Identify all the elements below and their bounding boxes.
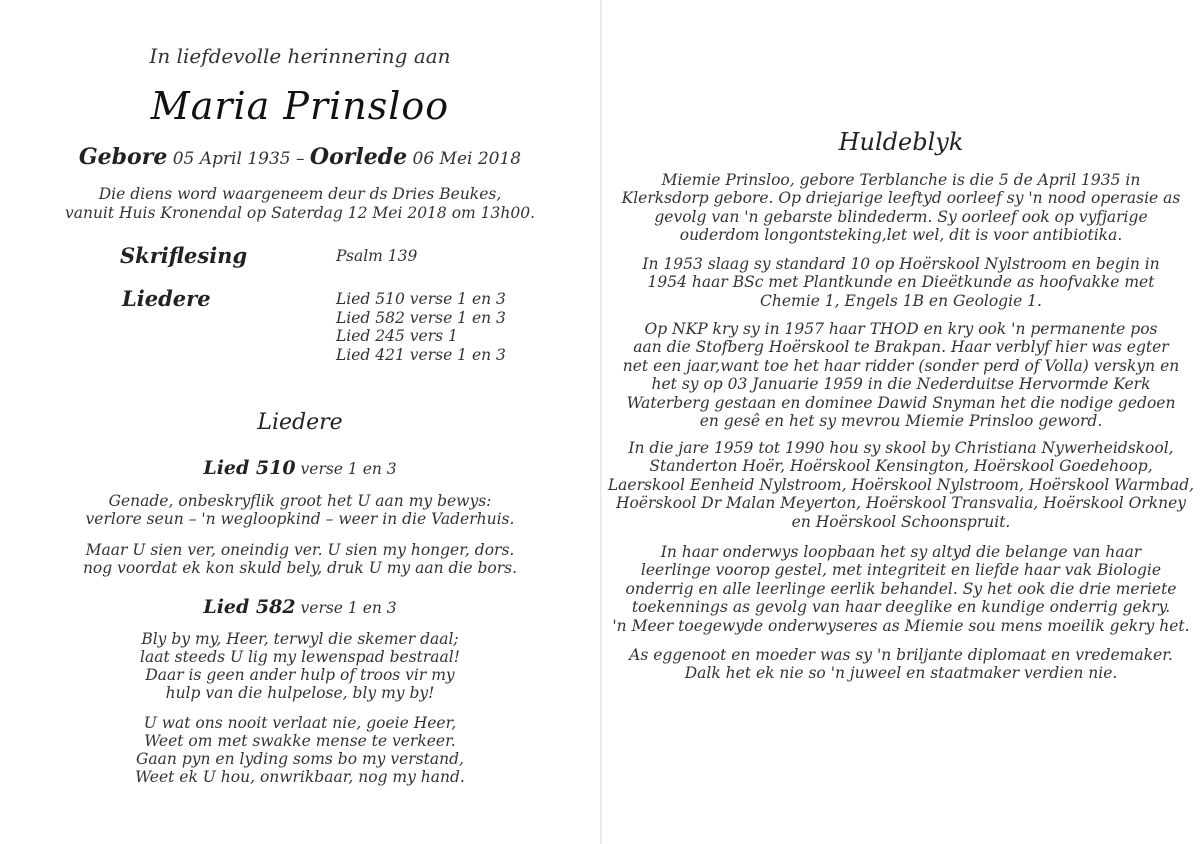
song-stanza [0, 630, 600, 702]
stanza-line: Daar is geen ander hulp of troos vir my [145, 666, 455, 684]
born-label: Gebore [78, 144, 168, 170]
paragraph-line: toekennings as gevolg van haar deeglike en kundige onderrig gekry. [631, 598, 1171, 617]
paragraph-line: onderrig en alle leerlinge eerlik behandel. Sy het ook die drie meriete [625, 579, 1177, 598]
song-number: Lied 582 [203, 596, 296, 618]
song-stanza [0, 714, 600, 786]
song-verses: verse 1 en 3 [300, 599, 397, 617]
paragraph-line: In 1953 slaag sy standard 10 op Hoërskool Nylstroom en begin in [642, 255, 1160, 273]
tribute-paragraph [602, 255, 1200, 310]
stanza-line: laat steeds U lig my lewenspad bestraal! [140, 648, 460, 666]
reading-label: Skriflesing [120, 243, 248, 268]
paragraph-line: aan die Stofberg Hoërskool te Brakpan. Haar verblyf hier was egter [633, 338, 1169, 357]
stanza-line: nog voordat ek kon skuld bely, druk U my aan die bors. [82, 559, 518, 577]
paragraph-line: en Hoërskool Schoonspruit. [791, 512, 1011, 531]
stanza-line: Weet om met swakke mense te verkeer. [144, 732, 456, 750]
tribute-paragraph [602, 646, 1200, 683]
paragraph-line: Miemie Prinsloo, gebore Terblanche is die 5 de April 1935 in [661, 171, 1141, 189]
song-verses: verse 1 en 3 [300, 460, 397, 478]
intro-line: In liefdevolle herinnering aan [149, 44, 451, 68]
stanza-line: hulp van die hulpelose, bly my by! [165, 684, 435, 702]
stanza-line: Bly by my, Heer, terwyl die skemer daal; [141, 630, 459, 648]
deceased-name: Maria Prinsloo [150, 84, 450, 128]
paragraph-line: Hoërskool Dr Malan Meyerton, Hoërskool Transvalia, Hoërskool Orkney [615, 494, 1187, 513]
tribute-title: Huldeblyk [838, 128, 964, 156]
song-heading [0, 457, 600, 479]
paragraph-line: In die jare 1959 tot 1990 hou sy skool by Christiana Nywerheidskool, [628, 439, 1174, 457]
paragraph-line: net een jaar,want toe het haar ridder (sonder perd of Volla) verskyn en [622, 356, 1180, 375]
stanza-line: verlore seun – 'n wegloopkind – weer in die Vaderhuis. [85, 510, 515, 528]
stanza-line: U wat ons nooit verlaat nie, goeie Heer, [143, 714, 457, 732]
song-heading [0, 596, 600, 618]
hymn-item: Lied 245 vers 1 [336, 327, 458, 345]
paragraph-line: het sy op 03 Januarie 1959 in die Nederduitse Hervormde Kerk [651, 375, 1151, 394]
songs-title: Liedere [257, 410, 343, 435]
paragraph-line: Standerton Hoër, Hoërskool Kensington, Hoërskool Goedehoop, [649, 457, 1153, 476]
hymn-item: Lied 421 verse 1 en 3 [336, 345, 506, 364]
stanza-line: Gaan pyn en lyding soms bo my verstand, [136, 750, 464, 768]
service-line: Die diens word waargeneem deur ds Dries Beukes, [98, 185, 502, 203]
paragraph-line: Laerskool Eenheid Nylstroom, Hoërskool Nylstroom, Hoërskool Warmbad, [607, 475, 1195, 494]
died-label: Oorlede [309, 144, 408, 170]
paragraph-line: Chemie 1, Engels 1B en Geologie 1. [760, 291, 1042, 310]
tribute-paragraph [602, 439, 1200, 531]
died-date: 06 Mei 2018 [412, 149, 522, 169]
reading-value: Psalm 139 [336, 247, 418, 265]
life-dates [0, 144, 600, 170]
date-separator: – [296, 149, 305, 169]
song-stanza [0, 492, 600, 528]
song-number: Lied 510 [203, 457, 296, 479]
paragraph-line: leerlinge voorop gestel, met integriteit en liefde haar vak Biologie [640, 561, 1162, 580]
service-details [0, 185, 600, 223]
tribute-paragraph [602, 543, 1200, 635]
tribute-paragraph [602, 320, 1200, 430]
right-page [602, 0, 1200, 844]
service-line: vanuit Huis Kronendal op Saterdag 12 Mei 2018 om 13h00. [64, 204, 536, 222]
hymn-item: Lied 582 verse 1 en 3 [336, 308, 506, 327]
hymns-label: Liedere [122, 286, 211, 311]
hymns-list [336, 290, 506, 364]
paragraph-line: gevolg van 'n gebarste blindederm. Sy oorleef ook op vyfjarige [654, 207, 1148, 226]
paragraph-line: Klerksdorp gebore. Op driejarige leeftyd oorleef sy 'n nood operasie as [621, 189, 1181, 208]
paragraph-line: Op NKP kry sy in 1957 haar THOD en kry ook 'n permanente pos [644, 320, 1158, 338]
stanza-line: Genade, onbeskryflik groot het U aan my bewys: [108, 492, 492, 510]
paragraph-line: en gesê en het sy mevrou Miemie Prinsloo geword. [699, 412, 1103, 431]
stanza-line: Maar U sien ver, oneindig ver. U sien my honger, dors. [85, 541, 515, 559]
tribute-paragraph [602, 171, 1200, 245]
song-stanza [0, 541, 600, 577]
paragraph-line: As eggenoot en moeder was sy 'n briljante diplomaat en vredemaker. [629, 646, 1173, 664]
stanza-line: Weet ek U hou, onwrikbaar, nog my hand. [135, 768, 465, 786]
paragraph-line: ouderdom longontsteking,let wel, dit is voor antibiotika. [679, 226, 1123, 245]
paragraph-line: 1954 haar BSc met Plantkunde en Dieëtkunde as hoofvakke met [647, 273, 1155, 292]
paragraph-line: Dalk het ek nie so 'n juweel en staatmaker verdien nie. [684, 664, 1118, 683]
paragraph-line: 'n Meer toegewyde onderwyseres as Miemie sou mens moeilik gekry het. [612, 616, 1190, 635]
paragraph-line: Waterberg gestaan en dominee Dawid Snyman het die nodige gedoen [626, 393, 1176, 412]
paragraph-line: In haar onderwys loopbaan het sy altyd die belange van haar [660, 543, 1142, 561]
hymn-item: Lied 510 verse 1 en 3 [336, 290, 506, 308]
born-date: 05 April 1935 [172, 149, 291, 169]
